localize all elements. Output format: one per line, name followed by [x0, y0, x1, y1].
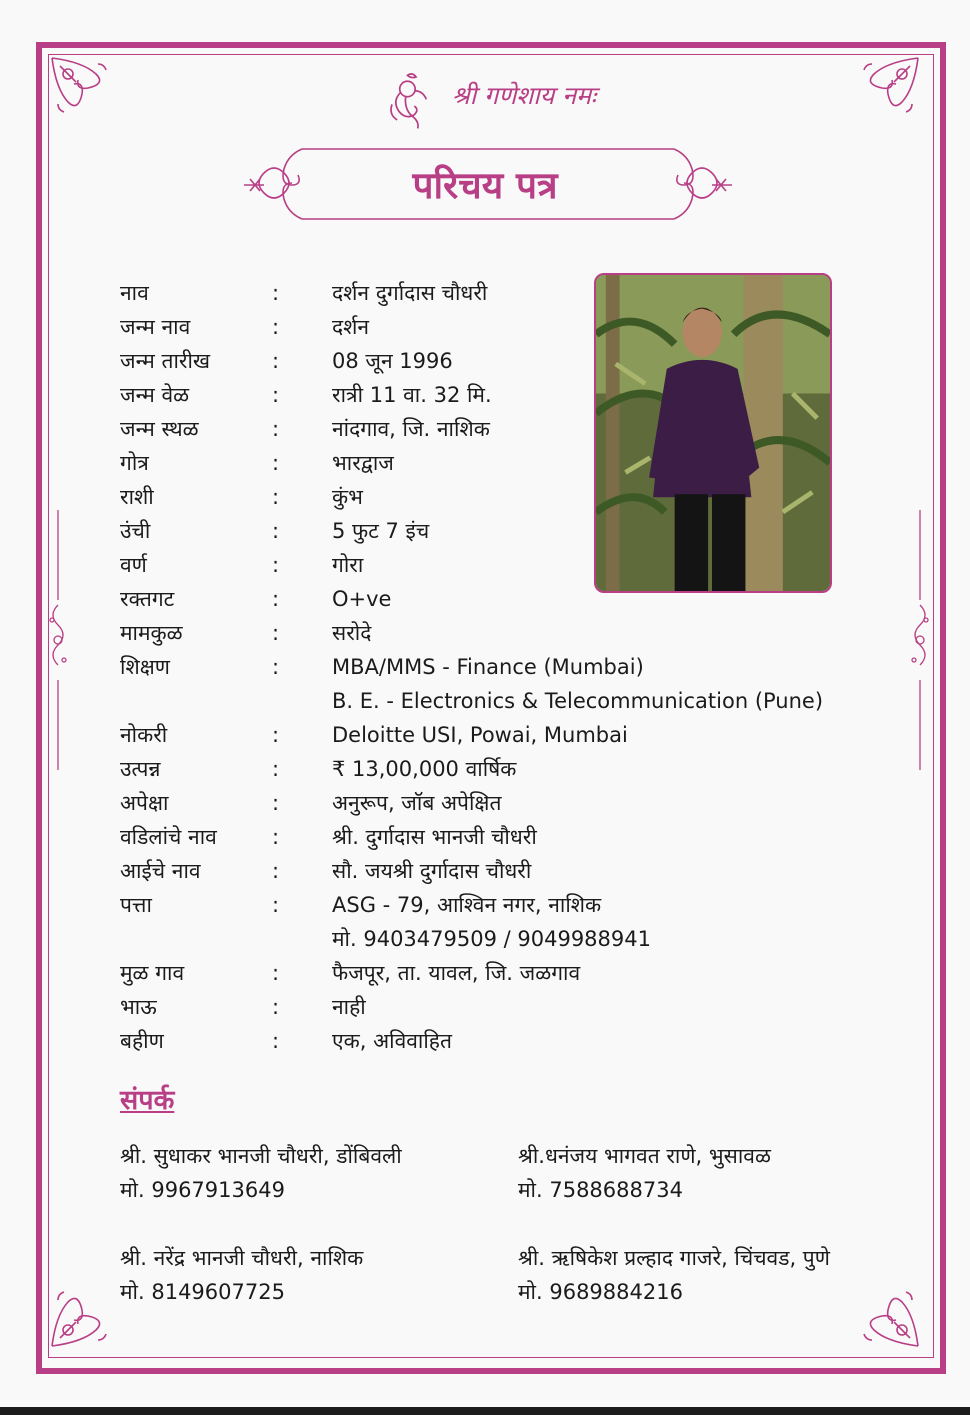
detail-value: रात्री 11 वा. 32 मि. [332, 383, 492, 407]
detail-label: नाव [120, 281, 149, 305]
detail-colon: : [272, 485, 280, 509]
detail-value: एक, अविवाहित [332, 1029, 452, 1053]
contact-card-1 [120, 1139, 402, 1207]
detail-value: सरोदे [332, 621, 372, 645]
detail-label: वर्ण [120, 553, 147, 577]
contact-name: श्री. सुधाकर भानजी चौधरी, डोंबिवली [120, 1144, 402, 1168]
contact-card-3 [120, 1241, 363, 1309]
detail-value: फैजपूर, ता. यावल, जि. जळगाव [332, 961, 581, 985]
detail-value: B. E. - Electronics & Telecommunication (Pune) [332, 689, 824, 713]
detail-colon: : [272, 621, 280, 645]
contact-heading: संपर्क [120, 1085, 175, 1116]
detail-colon: : [272, 587, 280, 611]
contact-name: श्री.धनंजय भागवत राणे, भुसावळ [518, 1144, 771, 1168]
corner-ornament-top-left [48, 54, 118, 124]
detail-colon: : [272, 383, 280, 407]
contact-card-4 [518, 1241, 830, 1309]
detail-colon: : [272, 349, 280, 373]
corner-ornament-bottom-left [48, 1280, 118, 1350]
detail-label: गोत्र [120, 451, 149, 475]
corner-ornament-bottom-right [852, 1280, 922, 1350]
detail-value: गोरा [332, 553, 364, 577]
detail-colon: : [272, 791, 280, 815]
contact-name: श्री. नरेंद्र भानजी चौधरी, नाशिक [120, 1246, 364, 1270]
contact-phone[interactable]: मो. 7588688734 [518, 1178, 683, 1202]
detail-colon: : [272, 281, 280, 305]
detail-value: भारद्वाज [332, 451, 394, 475]
detail-value: मो. 9403479509 / 9049988941 [332, 927, 651, 951]
corner-ornament-top-right [852, 54, 922, 124]
detail-colon: : [272, 825, 280, 849]
side-ornament-right [908, 510, 932, 770]
detail-value: कुंभ [332, 485, 363, 509]
detail-colon: : [272, 655, 280, 679]
detail-label: भाऊ [120, 995, 157, 1019]
detail-value: दर्शन [332, 315, 370, 339]
detail-colon: : [272, 417, 280, 441]
detail-value: नांदगाव, जि. नाशिक [332, 417, 490, 441]
detail-value: श्री. दुर्गादास भानजी चौधरी [332, 825, 537, 849]
detail-value: सौ. जयश्री दुर्गादास चौधरी [332, 859, 532, 883]
detail-colon: : [272, 961, 280, 985]
detail-label: जन्म वेळ [120, 383, 190, 407]
detail-label: रक्तगट [120, 587, 175, 611]
detail-colon: : [272, 553, 280, 577]
detail-label: पत्ता [120, 893, 152, 917]
detail-label: नोकरी [120, 723, 168, 747]
detail-value: अनुरूप, जॉब अपेक्षित [332, 791, 502, 815]
detail-value: ASG - 79, आश्विन नगर, नाशिक [332, 893, 602, 917]
contact-phone[interactable]: मो. 9967913649 [120, 1178, 285, 1202]
detail-label: वडिलांचे नाव [120, 825, 217, 849]
detail-colon: : [272, 519, 280, 543]
detail-colon: : [272, 995, 280, 1019]
detail-colon: : [272, 859, 280, 883]
detail-value: O+ve [332, 587, 392, 611]
contact-phone[interactable]: मो. 9689884216 [518, 1280, 683, 1304]
detail-label: उत्पन्न [120, 757, 161, 781]
detail-label: मामकुळ [120, 621, 183, 645]
side-ornament-left [46, 510, 70, 770]
detail-value: ₹ 13,00,000 वार्षिक [332, 757, 517, 781]
detail-label: शिक्षण [120, 655, 170, 679]
detail-label: मुळ गाव [120, 961, 185, 985]
detail-colon: : [272, 451, 280, 475]
contact-name: श्री. ऋषिकेश प्रल्हाद गाजरे, चिंचवड, पुणे [518, 1246, 830, 1270]
detail-value: 08 जून 1996 [332, 349, 453, 373]
detail-label: जन्म तारीख [120, 349, 211, 373]
detail-label: उंची [120, 519, 151, 543]
detail-value: Deloitte USI, Powai, Mumbai [332, 723, 628, 747]
detail-label: बहीण [120, 1029, 164, 1053]
detail-value: दर्शन दुर्गादास चौधरी [332, 281, 488, 305]
detail-value: 5 फुट 7 इंच [332, 519, 430, 543]
detail-colon: : [272, 723, 280, 747]
detail-colon: : [272, 315, 280, 339]
detail-label: आईचे नाव [120, 859, 201, 883]
detail-colon: : [272, 1029, 280, 1053]
contact-phone[interactable]: मो. 8149607725 [120, 1280, 285, 1304]
invocation-text: श्री गणेशाय नमः [452, 81, 597, 110]
detail-label: राशी [120, 485, 154, 509]
detail-colon: : [272, 893, 280, 917]
bottom-edge [0, 1407, 970, 1415]
detail-value: नाही [332, 995, 366, 1019]
detail-label: जन्म नाव [120, 315, 191, 339]
profile-photo [594, 273, 832, 593]
contact-card-2 [518, 1139, 771, 1207]
detail-label: जन्म स्थळ [120, 417, 199, 441]
detail-colon: : [272, 757, 280, 781]
detail-value: MBA/MMS - Finance (Mumbai) [332, 655, 644, 679]
page-title: परिचय पत्र [412, 164, 558, 207]
detail-label: अपेक्षा [120, 791, 169, 815]
